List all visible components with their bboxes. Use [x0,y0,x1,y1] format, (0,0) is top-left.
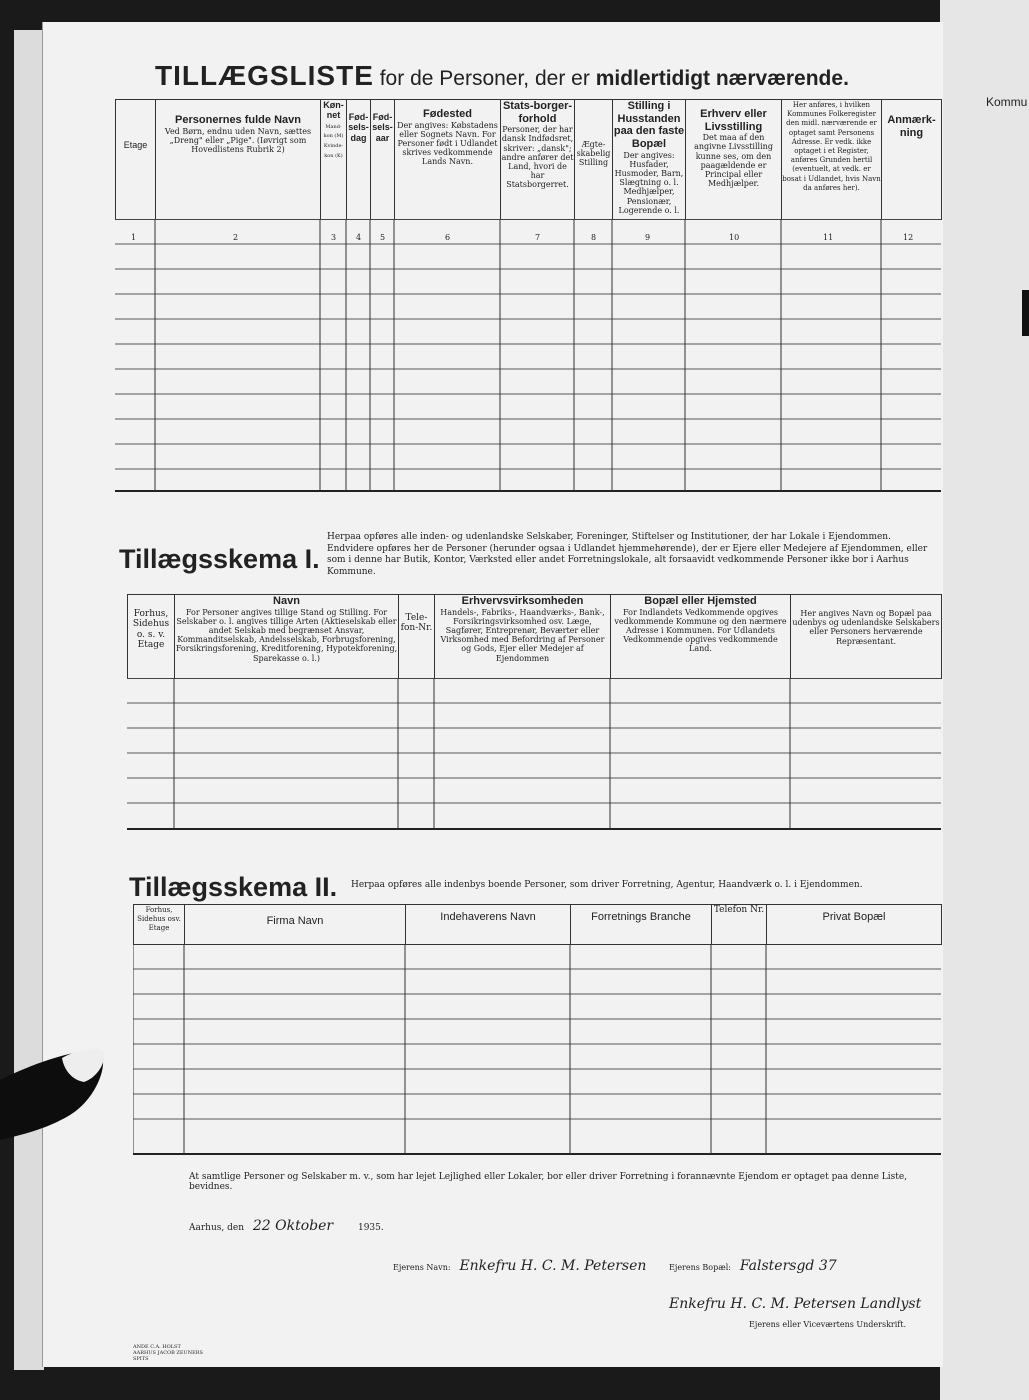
owner-address-handwritten: Falstersgd 37 [739,1258,837,1274]
skema2-col-etage: Forhus, Sidehus osv. Etage [134,905,185,945]
skema1-col-etage: Forhus, Sidehus o. s. v. Etage [128,595,175,679]
adjacent-page [940,0,1029,1400]
colnum-6: 6 [445,233,451,242]
colnum-8: 8 [591,233,597,242]
skema2-table [133,904,942,945]
main-table-body [115,219,941,494]
col-navn: Personernes fulde Navn Ved Børn, endnu uden Navn, sættes „Dreng" eller „Pige". (Iøvrigt som Hovedlistens Rubrik 2) [156,100,321,220]
col-fodested: Fødested Der angives: Købstadens eller Sognets Navn. For Personer født i Udlandet skrives vedkommende Lands Navn. [395,100,501,220]
owner-name-row [393,1258,646,1274]
colnum-10: 10 [729,233,740,242]
col-anmaerkning: Anmærk-ning [882,100,942,220]
thumb-image [0,1040,110,1150]
colnum-9: 9 [645,233,651,242]
skema2-title: Tillægsskema II. [129,872,338,902]
form-title [155,60,849,92]
skema2-col-firma: Firma Navn [185,905,406,945]
skema1-table [127,594,942,679]
skema2-col-bopael: Privat Bopæl [767,905,942,945]
col-erhverv: Erhverv eller Livsstilling Det maa af den angivne Livsstilling kunne ses, om den paagældende er Principal eller Medhjælper. [686,100,782,220]
skema2-col-branche: Forretnings Branche [571,905,712,945]
form-page [42,22,943,1367]
col-stilling: Stilling i Husstanden paa den faste Bopæl Der angives: Husfader, Husmoder, Barn, Slægtning o. l. Medhjælper, Pensionær, Logerende o. l. [613,100,686,220]
skema2-col-indehaver: Indehaverens Navn [406,905,571,945]
colnum-11: 11 [823,233,834,242]
skema1-description: Herpaa opføres alle inden- og udenlandske Selskaber, Foreninger, Stiftelser og Institutioner, der har Lokale i Ejendommen. Endvidere opføres her de Personer (herunder ogsaa i Udlandet hjemmehørende), der er Ejere eller Medejere af Ejendommen, eller som i denne har Butik, Kontor, Værksted eller andet Forretningslokale, alt forsaavidt vedkommende Personer ikke bor i Aarhus Kommune. [327,532,928,578]
skema2-col-telefon: Telefon Nr. [712,905,767,945]
skema1-title: Tillægsskema I. [119,544,320,574]
place-label: Aarhus, den [189,1223,244,1233]
col-fodselsdag: Fød-sels-dag [347,100,371,220]
colnum-4: 4 [356,233,362,242]
skema1-col-repraesentant: Her angives Navn og Bopæl paa udenbys og udenlandske Selskabers eller Personers herværende Repræsentant. [791,595,942,679]
colnum-3: 3 [331,233,337,242]
signature-handwritten: Enkefru H. C. M. Petersen Landlyst [669,1296,922,1312]
owner-address-label: Ejerens Bopæl: [669,1263,732,1272]
skema1-col-telefon: Tele-fon-Nr. [399,595,435,679]
col-fodselsaar: Fød-sels-aar [371,100,395,220]
col-konnet: Køn-net Mand-kon (M) Kvinde-kon (K) [321,100,347,220]
col-statsborger: Stats-borger-forhold Personer, der har dansk Indfødsret, skriver: „dansk"; andre anfører det Land, hvori de har Statsborgerret. [501,100,575,220]
colnum-7: 7 [535,233,541,242]
adjacent-page-label: Kommu [986,95,1028,109]
colnum-1: 1 [131,233,137,242]
skema1-body [127,678,941,832]
page-edge [14,30,44,1370]
skema2-body [133,944,941,1159]
colnum-2: 2 [233,233,239,242]
year-text: 1935. [357,1223,384,1233]
owner-name-label: Ejerens Navn: [393,1263,451,1272]
attestation-text: At samtlige Personer og Selskaber m. v., som har lejet Lejlighed eller Lokaler, bor eller driver Forretning i forannævnte Ejendom er optaget paa denne Liste, bevidnes. [189,1172,908,1192]
col-adresse: Her anføres, i hvilken Kommunes Folkeregister den midl. nærværende er optaget samt Personens Adresse. Er vedk. ikke optaget i et Register, anføres Grunden hertil (eventuelt, at vedk. er bosat i Udlandet, hvis Navn da anføres her). [782,100,882,220]
owner-address-row [669,1258,837,1274]
col-aegteskab: Ægte-skabelig Stilling [575,100,613,220]
adjacent-page-mark [1022,290,1029,336]
title-main: TILLÆGSLISTE [155,60,374,91]
printer-mark: ANDE C.A. HOLST AARHUS JACOB ZEUNERS SPITS [133,1344,203,1362]
skema1-col-bopael: Bopæl eller Hjemsted For Indlandets Vedkommende opgives vedkommende Kommune og den nærmere Adresse i Kommunen. For Udlandets Vedkommende opgives vedkommende Land. [611,595,791,679]
owner-name-handwritten: Enkefru H. C. M. Petersen [459,1258,647,1274]
skema1-col-erhverv: Erhvervsvirksomheden Handels-, Fabriks-, Haandværks-, Bank-, Forsikringsvirksomhed osv. Læge, Sagfører, Entreprenør, Beværter eller Virksomhed med Befordring af Personer og Gods, Ejer eller Medejer af Ejendommen [435,595,611,679]
col-etage: Etage [116,100,156,220]
colnum-5: 5 [380,233,386,242]
skema2-description: Herpaa opføres alle indenbys boende Personer, som driver Forretning, Agentur, Haandværk o. l. i Ejendommen. [351,880,863,890]
skema1-col-navn: Navn For Personer angives tillige Stand og Stilling. For Selskaber o. l. angives tillige Arten (Aktieselskab eller andet Selskab med begrænset Ansvar, Kommanditselskab, Andelsselskab, Forbrugsforening, Forsikringsforening, Kreditforening, Hypotekforening, Sparekasse o. l.) [175,595,399,679]
title-middle: for de Personer, der er [373,67,596,90]
main-table [115,99,942,220]
title-bold-end: midlertidigt nærværende. [595,67,849,90]
place-date [189,1218,384,1234]
signature-label: Ejerens eller Viceværtens Underskrift. [749,1320,907,1329]
handwritten-date: 22 Oktober [252,1218,334,1234]
colnum-12: 12 [903,233,914,242]
